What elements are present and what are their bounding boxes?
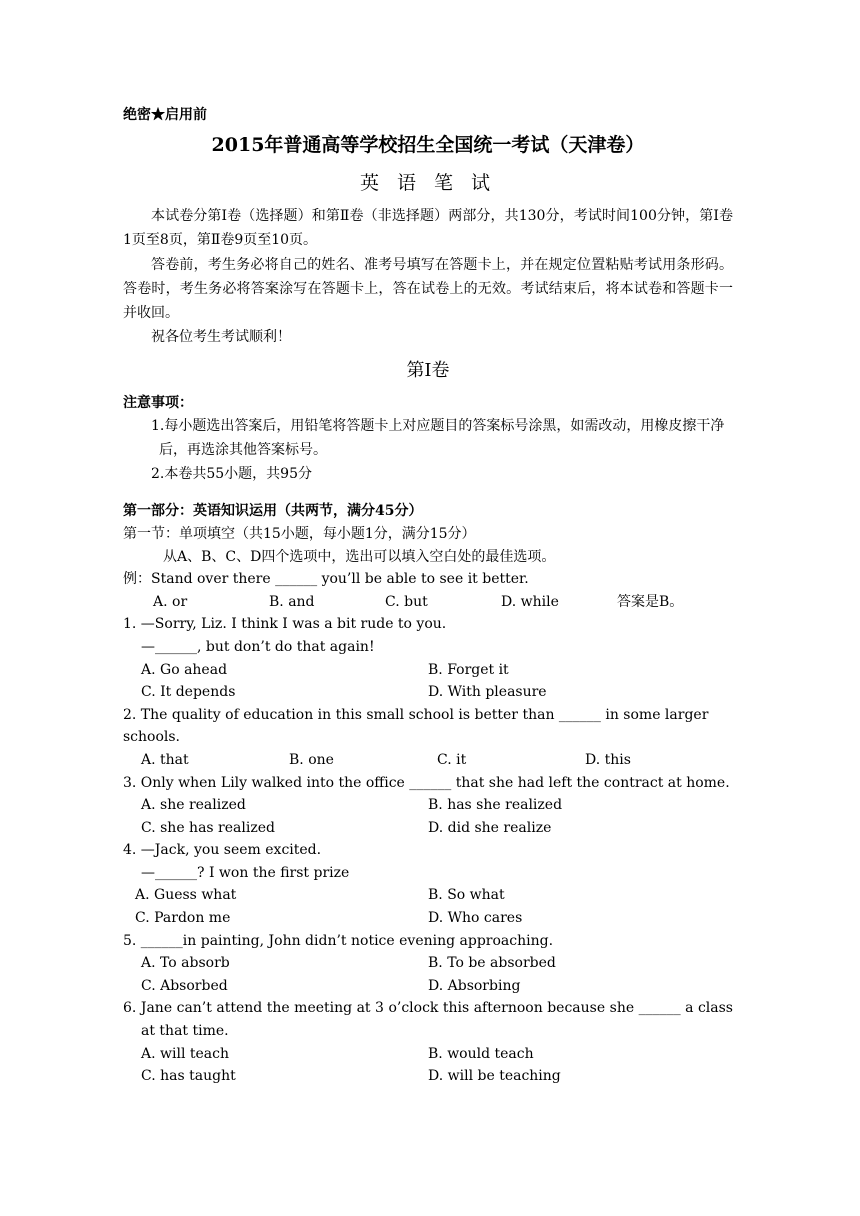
question-4-stem: 4. —Jack, you seem excited. (123, 842, 322, 859)
question-1-option-b: B. Forget it (428, 661, 509, 678)
question-1-options-row2 (123, 681, 733, 704)
question-5-option-d: D. Absorbing (428, 977, 521, 994)
question-6-option-c: C. has taught (141, 1068, 236, 1085)
question-4-options-row2 (123, 907, 733, 930)
question-2-options (123, 749, 733, 772)
section1-instruction: 从A、B、C、D四个选项中，选出可以填入空白处的最佳选项。 (163, 548, 556, 565)
question-6-option-a: A. will teach (141, 1045, 229, 1062)
question-1-stem: 1. —Sorry, Liz. I think I was a bit rude to you. (123, 616, 447, 633)
question-5-stem: 5. ______in painting, John didn’t notice evening approaching. (123, 932, 554, 949)
exam-title: 2015年普通高等学校招生全国统一考试（天津卷） (211, 134, 645, 156)
example-option-d: D. while (501, 593, 559, 610)
question-6-options-row1 (123, 1043, 733, 1066)
question-3-option-d: D. did she realize (428, 819, 552, 836)
question-2-option-d: D. this (585, 751, 631, 768)
question-3-options-row2 (123, 817, 733, 840)
note-item-1: 1.每小题选出答案后，用铅笔将答题卡上对应题目的答案标号涂黑，如需改动，用橡皮擦干净后，再选涂其他答案标号。 (151, 418, 725, 459)
question-3-options-row1 (123, 794, 733, 817)
question-3-option-a: A. she realized (141, 797, 246, 814)
question-6-options-row2 (123, 1065, 733, 1088)
question-1-option-a: A. Go ahead (141, 661, 228, 678)
volume-title: 第Ⅰ卷 (406, 359, 450, 381)
question-5-option-c: C. Absorbed (141, 977, 228, 994)
question-2-option-a: A. that (141, 751, 189, 768)
note-item-2: 2.本卷共55小题，共95分 (151, 466, 312, 483)
example-option-b: B. and (269, 593, 315, 610)
question-2-option-b: B. one (289, 751, 334, 768)
question-4-option-d: D. Who cares (428, 910, 523, 927)
example-option-c: C. but (385, 593, 428, 610)
question-2-option-c: C. it (437, 751, 467, 768)
question-4-option-b: B. So what (428, 887, 505, 904)
exam-page (123, 104, 733, 1088)
question-2-stem: 2. The quality of education in this small school is better than ______ in some larger schools. (123, 706, 709, 746)
example-option-a: A. or (153, 593, 188, 610)
intro-paragraph-3: 祝各位考生考试顺利！ (151, 329, 291, 346)
question-1-option-d: D. With pleasure (428, 684, 547, 701)
part1-heading: 第一部分：英语知识运用（共两节，满分45分） (123, 503, 423, 520)
confidential-label: 绝密★启用前 (123, 107, 207, 123)
section1-heading: 第一节：单项填空（共15小题，每小题1分，满分15分） (123, 525, 476, 542)
question-4-option-c: C. Pardon me (135, 910, 231, 927)
question-6-stem: 6. Jane can’t attend the meeting at 3 o’clock this afternoon because she ______ a class at that time. (123, 1000, 733, 1040)
exam-subtitle: 英 语 笔 试 (359, 172, 497, 194)
question-1-options-row1 (123, 659, 733, 682)
question-5-options-row2 (123, 975, 733, 998)
question-3-option-c: C. she has realized (141, 819, 275, 836)
question-6-option-b: B. would teach (428, 1045, 534, 1062)
notes-heading: 注意事项： (123, 394, 193, 411)
question-5-option-a: A. To absorb (141, 955, 230, 972)
question-4-option-a: A. Guess what (135, 887, 237, 904)
example-answer: 答案是B。 (617, 593, 684, 610)
question-1-option-c: C. It depends (141, 684, 236, 701)
question-6-option-d: D. will be teaching (428, 1068, 561, 1085)
question-3-option-b: B. has she realized (428, 797, 563, 814)
question-5-options-row1 (123, 952, 733, 975)
intro-paragraph-2: 答卷前，考生务必将自己的姓名、准考号填写在答题卡上，并在规定位置粘贴考试用条形码。答卷时，考生务必将答案涂写在答题卡上，答在试卷上的无效。考试结束后，将本试卷和答题卡一并收回。 (123, 256, 733, 322)
question-5-option-b: B. To be absorbed (428, 955, 556, 972)
intro-paragraph-1: 本试卷分第Ⅰ卷（选择题）和第Ⅱ卷（非选择题）两部分，共130分，考试时间100分钟，第Ⅰ卷1页至8页，第Ⅱ卷9页至10页。 (123, 208, 733, 249)
question-1-stem2: —______, but don’t do that again! (141, 638, 375, 655)
example-options (123, 591, 733, 614)
example-stem: 例：Stand over there ______ you’ll be able to see it better. (123, 571, 529, 588)
question-4-stem2: —______? I won the first prize (141, 864, 350, 881)
question-4-options-row1 (123, 884, 733, 907)
question-3-stem: 3. Only when Lily walked into the office ______ that she had left the contract at home. (123, 774, 730, 791)
